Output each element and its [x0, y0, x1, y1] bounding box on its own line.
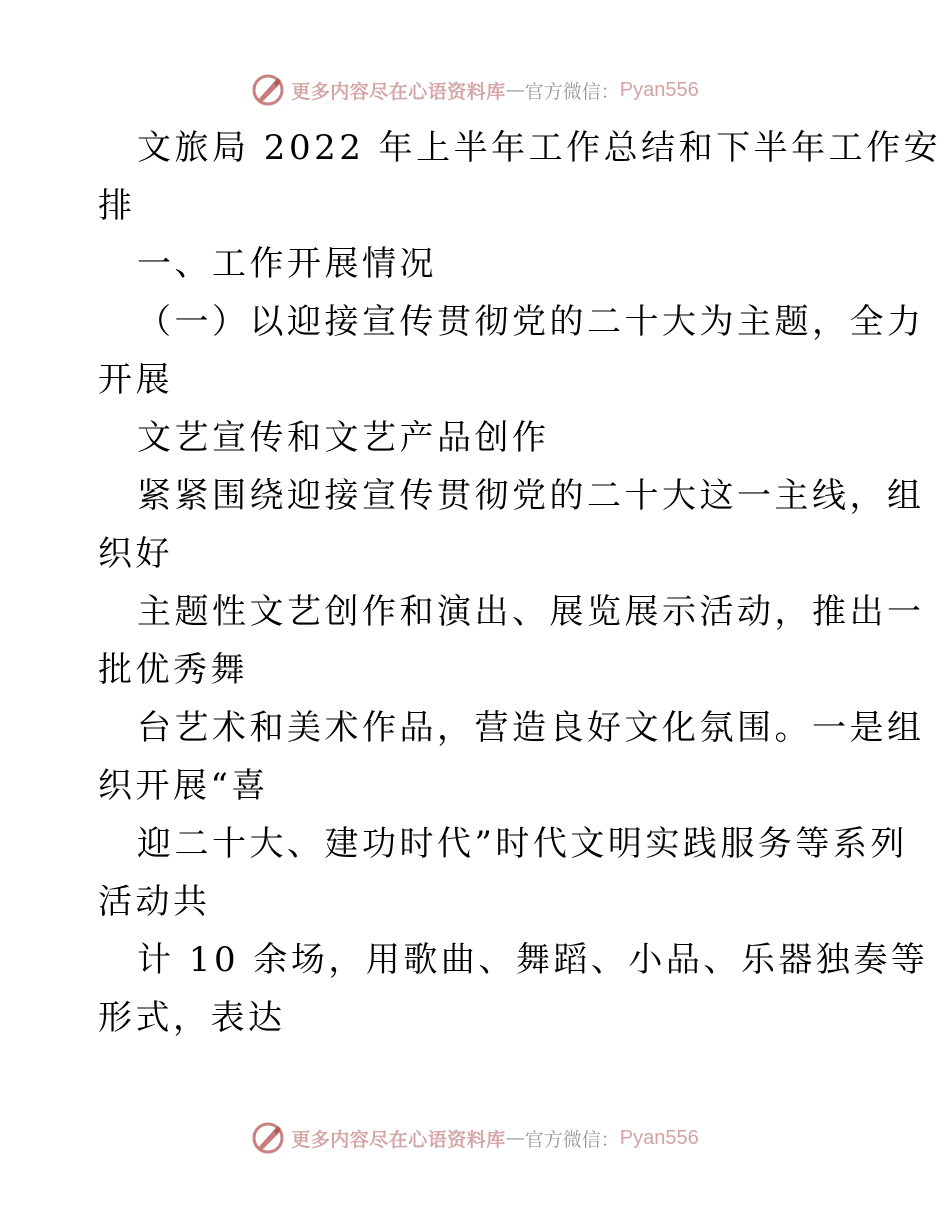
text-line: 文艺宣传和文艺产品创作: [137, 418, 550, 458]
text-line: 文旅局 2022 年上半年工作总结和下半年工作安: [137, 128, 942, 168]
text-line: 织开展“喜: [98, 766, 269, 806]
text-line: 排: [98, 186, 136, 226]
text-line: 形式，表达: [98, 998, 286, 1038]
watermark-site-text: 更多内容尽在心语资料库: [291, 80, 506, 103]
text-line: 开展: [98, 360, 173, 400]
text-line: （一）以迎接宣传贯彻党的二十大为主题，全力: [137, 302, 925, 342]
watermark-separator: —: [505, 1127, 525, 1149]
text-line: 迎二十大、建功时代”时代文明实践服务等系列: [137, 824, 908, 864]
pen-logo-icon: [251, 1121, 285, 1155]
text-line: 批优秀舞: [98, 650, 248, 690]
text-line: 活动共: [98, 882, 211, 922]
watermark-site-text: 更多内容尽在心语资料库: [291, 1128, 506, 1151]
section-heading: 一、工作开展情况: [137, 244, 437, 284]
text-line: 织好: [98, 534, 173, 574]
text-line: 计 10 余场，用歌曲、舞蹈、小品、乐器独奏等: [137, 940, 929, 980]
text-line: 台艺术和美术作品，营造良好文化氛围。一是组: [137, 708, 925, 748]
text-line: 紧紧围绕迎接宣传贯彻党的二十大这一主线，组: [137, 476, 925, 516]
watermark-banner-bottom: [0, 1118, 950, 1158]
text-line: 主题性文艺创作和演出、展览展示活动，推出一: [137, 592, 925, 632]
watermark-wechat-label: 官方微信：: [524, 1128, 620, 1151]
watermark-wechat-id: Pyan556: [619, 78, 699, 101]
watermark-wechat-label: 官方微信：: [524, 80, 620, 103]
watermark-wechat-id: Pyan556: [619, 1126, 699, 1149]
watermark-separator: —: [505, 79, 525, 101]
